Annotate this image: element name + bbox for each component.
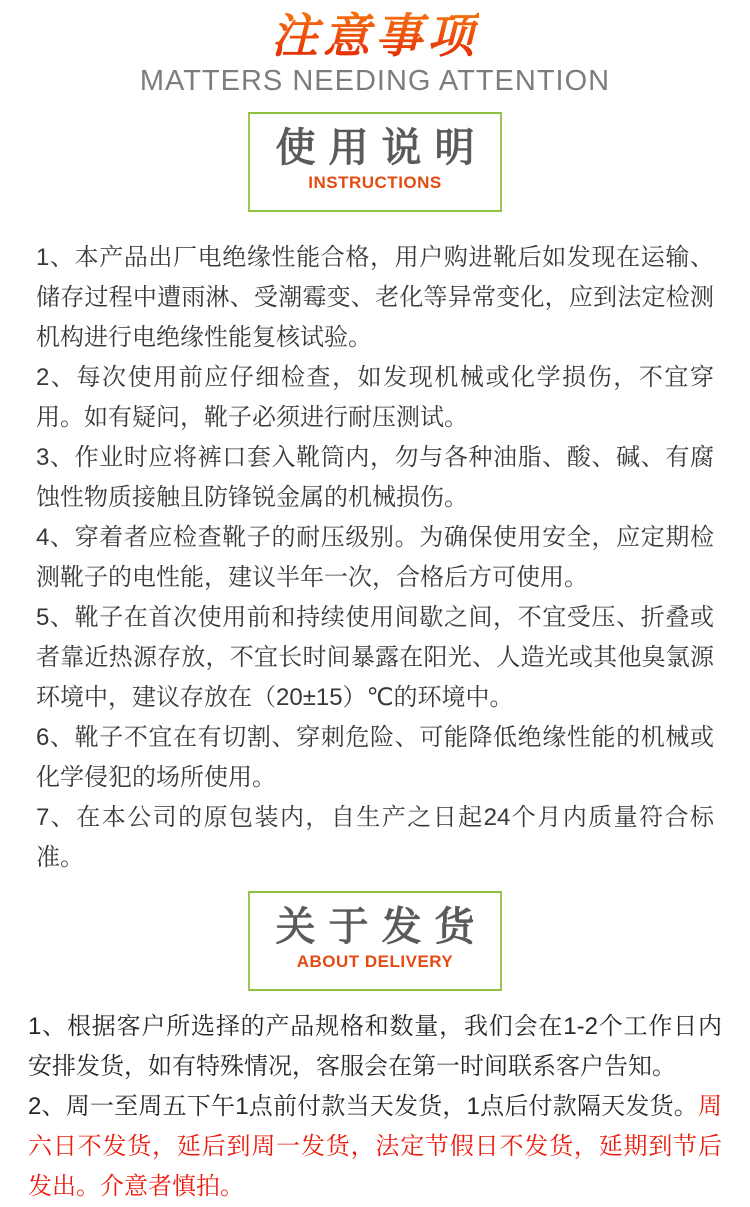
delivery-item-2-warning: 周六日不发货，延后到周一发货，法定节假日不发货，延期到节后发出。介意者慎拍。 [28,1093,722,1200]
page-title: 注意事项 [271,9,479,62]
instruction-item-3: 3、作业时应将裤口套入靴筒内，勿与各种油脂、酸、碱、有腐蚀性物质接触且防锋锐金属的机械损伤。 [36,444,714,511]
instructions-box [248,112,502,212]
delivery-box-title: 关于发货 [275,905,488,949]
instructions-box-title: 使用说明 [275,126,488,170]
page-subtitle: MATTERS NEEDING ATTENTION [139,65,611,97]
delivery-box-subtitle: ABOUT DELIVERY [296,952,454,971]
instruction-item-5: 5、靴子在首次使用前和持续使用间歇之间，不宜受压、折叠或者靠近热源存放，不宜长时间暴露在阳光、人造光或其他臭氯源环境中，建议存放在（20±15）℃的环境中。 [36,604,714,711]
instruction-item-7: 7、在本公司的原包装内，自生产之日起24个月内质量符合标准。 [36,804,714,871]
instruction-item-4: 4、穿着者应检查靴子的耐压级别。为确保使用安全，应定期检测靴子的电性能，建议半年一次，合格后方可使用。 [36,524,714,591]
delivery-item-1: 1、根据客户所选择的产品规格和数量，我们会在1-2个工作日内安排发货，如有特殊情况，客服会在第一时间联系客户告知。 [28,1013,722,1080]
delivery-list [28,1007,722,1207]
instruction-list [36,238,714,878]
delivery-item-2-normal: 2、周一至周五下午1点前付款当天发货，1点后付款隔天发货。 [28,1093,698,1120]
instruction-item-6: 6、靴子不宜在有切割、穿刺危险、可能降低绝缘性能的机械或化学侵犯的场所使用。 [36,724,714,791]
instruction-item-2: 2、每次使用前应仔细检查，如发现机械或化学损伤，不宜穿用。如有疑问，靴子必须进行耐压测试。 [36,364,714,431]
delivery-box [248,891,502,991]
instructions-box-subtitle: INSTRUCTIONS [308,173,442,192]
delivery-item-2 [28,1087,722,1207]
instruction-item-1: 1、本产品出厂电绝缘性能合格，用户购进靴后如发现在运输、储存过程中遭雨淋、受潮霉变、老化等异常变化，应到法定检测机构进行电绝缘性能复核试验。 [36,244,714,351]
attention-header [0,0,750,98]
